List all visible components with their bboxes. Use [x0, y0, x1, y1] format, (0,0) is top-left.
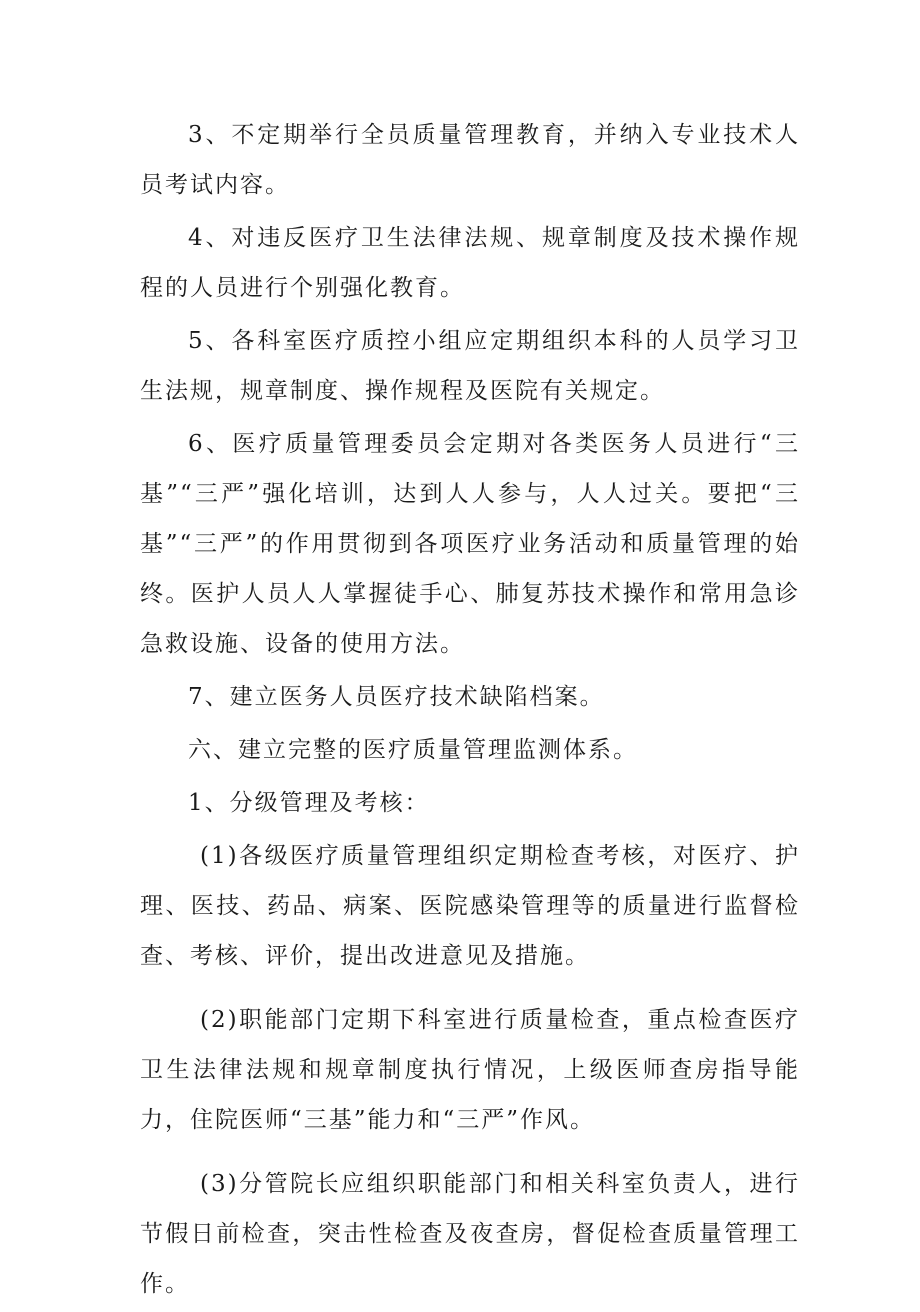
document-page — [140, 110, 800, 1312]
paragraph-subitem-1: (1)各级医疗质量管理组织定期检查考核，对医疗、护理、医技、药品、病案、医院感染管理等的质量进行监督检查、考核、评价，提出改进意见及措施。 — [140, 843, 800, 969]
paragraph-item-5: 5、各科室医疗质控小组应定期组织本科的人员学习卫生法规，规章制度、操作规程及医院有关规定。 — [140, 328, 800, 404]
paragraph-item-4: 4、对违反医疗卫生法律法规、规章制度及技术操作规程的人员进行个别强化教育。 — [140, 225, 800, 301]
paragraph-item-3: 3、不定期举行全员质量管理教育，并纳入专业技术人员考试内容。 — [140, 122, 800, 198]
section-heading-6: 六、建立完整的医疗质量管理监测体系。 — [188, 737, 638, 763]
paragraph-subitem-2: (2)职能部门定期下科室进行质量检查，重点检查医疗卫生法律法规和规章制度执行情况，上级医师查房指导能力，住院医师“三基”能力和“三严”作风。 — [140, 1007, 800, 1133]
paragraph-item-7: 7、建立医务人员医疗技术缺陷档案。 — [188, 684, 605, 710]
subsection-heading-1: 1、分级管理及考核： — [188, 790, 430, 816]
paragraph-subitem-3: (3)分管院长应组织职能部门和相关科室负责人，进行节假日前检查，突击性检查及夜查房，督促检查质量管理工作。 — [140, 1171, 800, 1297]
paragraph-item-6: 6、医疗质量管理委员会定期对各类医务人员进行“三基”“三严”强化培训，达到人人参与，人人过关。要把“三基”“三严”的作用贯彻到各项医疗业务活动和质量管理的始终。医护人员人人掌握徒手心、肺复苏技术操作和常用急诊急救设施、设备的使用方法。 — [140, 431, 800, 657]
